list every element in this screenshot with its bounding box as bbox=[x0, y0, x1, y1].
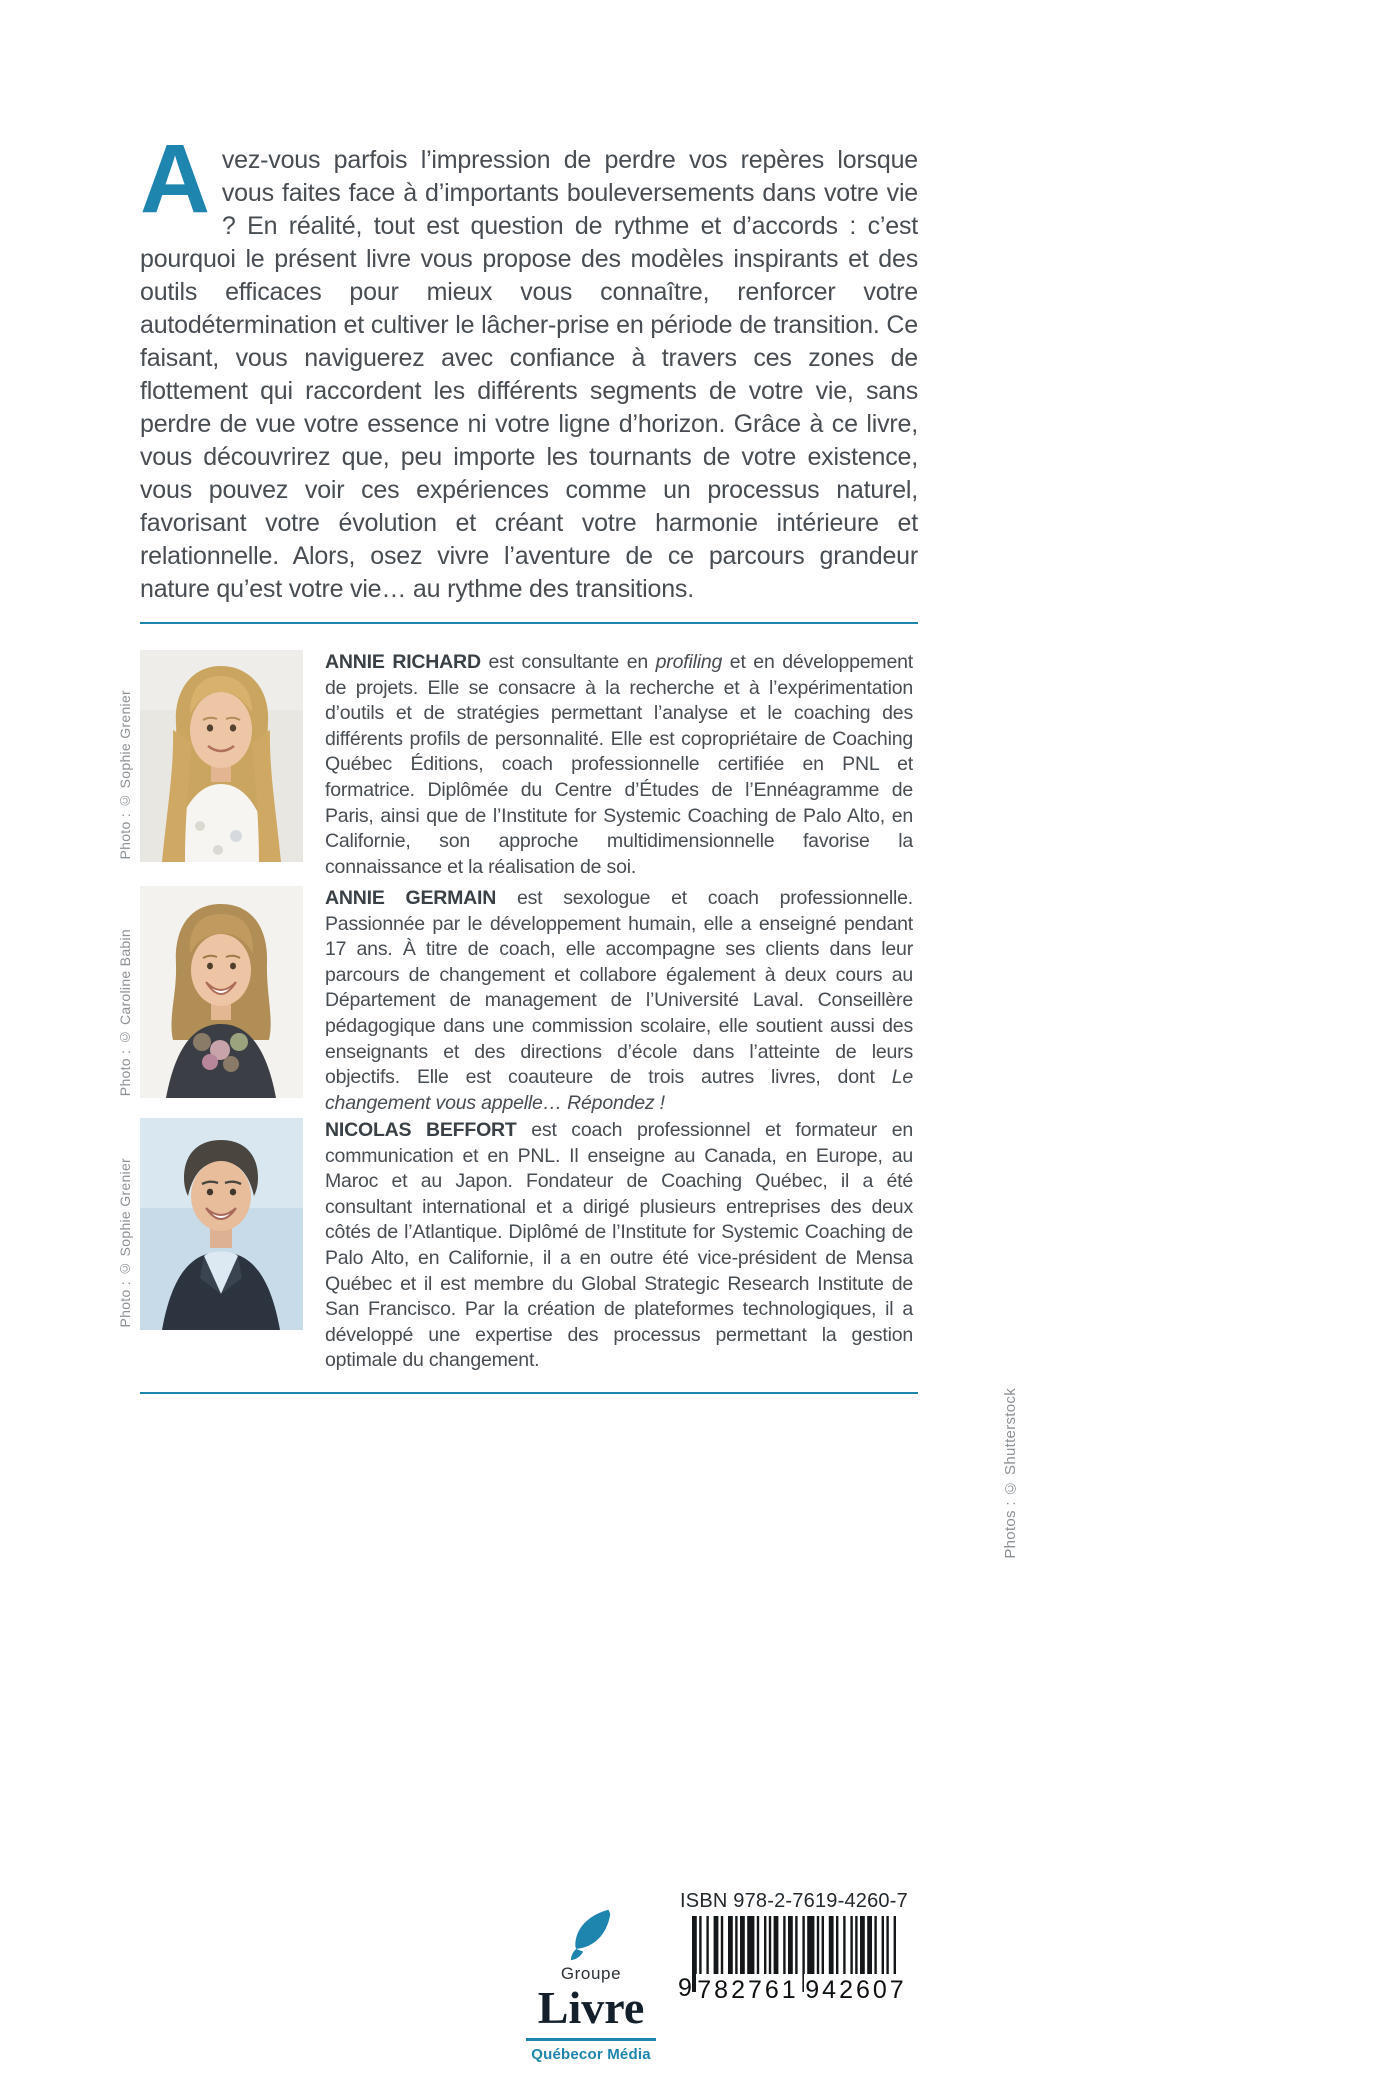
divider-bottom bbox=[140, 1392, 918, 1394]
intro-paragraph bbox=[140, 124, 918, 606]
dropcap-letter: A bbox=[140, 124, 210, 233]
portrait-annie-richard-photo bbox=[140, 650, 303, 862]
portrait-wrap bbox=[117, 650, 303, 862]
portrait-annie-germain-photo bbox=[140, 886, 303, 1098]
leaf-logo-icon bbox=[563, 1908, 619, 1962]
portrait-wrap bbox=[117, 1118, 303, 1330]
photos-shutterstock-credit: Photos : © Shutterstock bbox=[1002, 1388, 1019, 1559]
author-bio-annie-germain: ANNIE GERMAIN est sexologue et coach professionnelle. Passionnée par le développement humain, elle a enseigné pendant 17 ans. À titre de coach, elle accompagne ses clients dans leur parcours de changement et collabore également à deux cours au Département de management de l’Université Laval. Conseillère pédagogique dans une commission scolaire, elle soutient aussi des enseignants et des directions d’école dans l’atteinte de leurs objectifs. Elle est coauteure de trois autres livres, dont Le changement vous appelle… Répondez ! bbox=[325, 887, 914, 1114]
logo-rule bbox=[526, 2038, 656, 2041]
barcode-digit-left: 9 bbox=[678, 1974, 692, 2002]
portrait-annie-richard-illustration bbox=[140, 650, 303, 862]
photo-credit: Photo : © Sophie Grenier bbox=[117, 1158, 133, 1328]
barcode-digit-group-1: 782761 bbox=[697, 1976, 799, 2004]
portrait-wrap bbox=[117, 886, 303, 1098]
intro-text: vez-vous parfois l’impression de perdre vos repères lorsque vous faites face à d’importants bouleversements dans votre vie ? En réalité, tout est question de rythme et d’accords : c’est pourquoi le présent livre vous propose des modèles inspirants et des outils efficaces pour mieux vous connaître, renforcer votre autodétermination et cultiver le lâcher-prise en période de transition. Ce faisant, vous naviguerez avec confiance à travers ces zones de flottement qui raccordent les différents segments de votre vie, sans perdre de vue votre essence ni votre ligne d’horizon. Grâce à ce livre, vous découvrirez que, peu importe les tournants de votre existence, vous pouvez voir ces expériences comme un processus naturel, favorisant votre évolution et créant votre harmonie intérieure et relationnelle. Alors, osez vivre l’aventure de ce parcours grandeur nature qu’est votre vie… au rythme des transitions. bbox=[140, 146, 918, 603]
barcode-digits bbox=[678, 1974, 910, 2005]
portrait-annie-germain-illustration bbox=[140, 886, 303, 1098]
isbn-text: ISBN 978-2-7619-4260-7 bbox=[680, 1890, 908, 1912]
publisher-logo bbox=[516, 1908, 666, 2063]
author-section-annie-richard bbox=[116, 650, 926, 880]
logo-groupe-text: Groupe bbox=[560, 1964, 622, 1983]
logo-livre-text: Livre bbox=[537, 1982, 645, 2033]
author-bio-annie-richard: ANNIE RICHARD est consultante en profiling et en développement de projets. Elle se consacre à la recherche et à l’expérimentation d’outils et de stratégies permettant l’analyse et le coaching des différents profils de personnalité. Elle est copropriétaire de Coaching Québec Éditions, coach professionnelle certifiée en PNL et formatrice. Diplômée du Centre d’Études de l’Ennéagramme de Paris, ainsi que de l’Institute for Systemic Coaching de Palo Alto, en Californie, son approche multidimensionnelle favorise la connaissance et la réalisation de soi. bbox=[325, 651, 913, 878]
barcode-digit-group-2: 942607 bbox=[805, 1976, 907, 2004]
author-section-annie-germain bbox=[116, 886, 926, 1116]
portrait-nicolas-beffort-photo bbox=[140, 1118, 303, 1330]
photo-credit: Photo : © Sophie Grenier bbox=[117, 690, 133, 860]
photo-credit: Photo : © Caroline Babin bbox=[117, 928, 133, 1096]
divider-top bbox=[140, 622, 918, 624]
portrait-nicolas-beffort-illustration bbox=[140, 1118, 303, 1330]
author-bio-nicolas-beffort: NICOLAS BEFFORT est coach professionnel et formateur en communication et en PNL. Il enseigne au Canada, en Europe, au Maroc et au Japon. Fondateur de Coaching Québec, il a été consultant international et a dirigé plusieurs entreprises des deux côtés de l’Atlantique. Diplômé de l’Institute for Systemic Coaching de Palo Alto, en Californie, il a en outre été vice-président de Mensa Québec et il est membre du Global Strategic Research Institute de San Francisco. Par la création de plateformes technologiques, il a développé une expertise des processus permettant la gestion optimale du changement. bbox=[325, 1119, 913, 1372]
barcode bbox=[678, 1916, 910, 2008]
author-section-nicolas-beffort bbox=[116, 1118, 926, 1374]
logo-media-text: Québecor Média bbox=[531, 2046, 651, 2064]
